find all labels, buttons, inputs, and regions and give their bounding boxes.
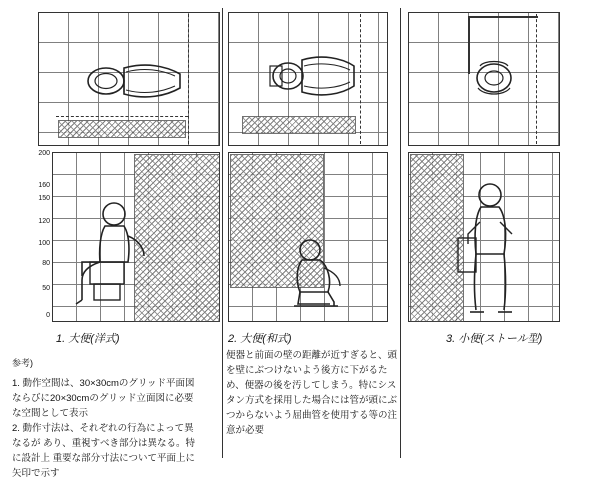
panel-3-elevation	[408, 152, 560, 322]
note-item-1: 1. 動作空間は、30×30cmのグリッド平面図ならびに20×30cmのグリッド立面図に必要な空間として表示	[12, 378, 195, 419]
scale-tick: 200	[38, 150, 50, 157]
wc-seated-person-plan	[80, 50, 190, 112]
dimension-scale	[16, 150, 50, 320]
activity-zone-line	[360, 14, 361, 144]
wall-hatch	[58, 120, 186, 138]
wall-hatch	[410, 154, 464, 322]
column-separator	[222, 8, 223, 458]
scale-tick: 150	[38, 195, 50, 202]
panel-3-plan	[408, 12, 560, 146]
squat-person-elevation	[284, 238, 368, 318]
panel-1-plan	[38, 12, 220, 146]
scale-tick: 80	[42, 260, 50, 267]
panel-1-elevation	[52, 152, 220, 322]
wall-hatch	[242, 116, 356, 134]
note-item-2: 2. 動作寸法は、それぞれの行為によって異なるが あり、重視すべき部分は異なる。特に設計上 重要な部分寸法について平面上に矢印で示す	[12, 423, 195, 479]
scale-tick: 160	[38, 182, 50, 189]
urinal-person-plan	[460, 56, 530, 104]
squat-person-plan	[258, 42, 362, 112]
panel-1-caption: 1. 大便(洋式)	[56, 333, 120, 345]
standing-person-elevation	[460, 182, 546, 318]
scale-tick: 120	[38, 218, 50, 225]
activity-zone-line	[536, 14, 537, 144]
scale-tick: 50	[42, 285, 50, 292]
activity-zone-line	[188, 14, 189, 144]
partition-wall	[468, 16, 470, 74]
note-column-2: 便器と前面の壁の距離が近すぎると、頭を壁にぶつけないよう後方に下がるため、便器の後を汚してしまう。特にシスタン方式を採用した場合には管が頭にぶつからないよう屈曲管を使用する等の注意が必要	[226, 350, 398, 436]
partition-wall-2	[468, 16, 538, 18]
notes-heading: 参考)	[12, 358, 33, 368]
panel-3-caption: 3. 小便(ストール型)	[446, 333, 543, 345]
scale-tick: 100	[38, 240, 50, 247]
panel-2-elevation	[228, 152, 388, 322]
scale-tick: 0	[46, 312, 50, 319]
seated-person-elevation	[74, 200, 160, 320]
panel-2-plan	[228, 12, 388, 146]
panel-2-caption: 2. 大便(和式)	[228, 333, 292, 345]
activity-zone-line-2	[56, 116, 188, 117]
